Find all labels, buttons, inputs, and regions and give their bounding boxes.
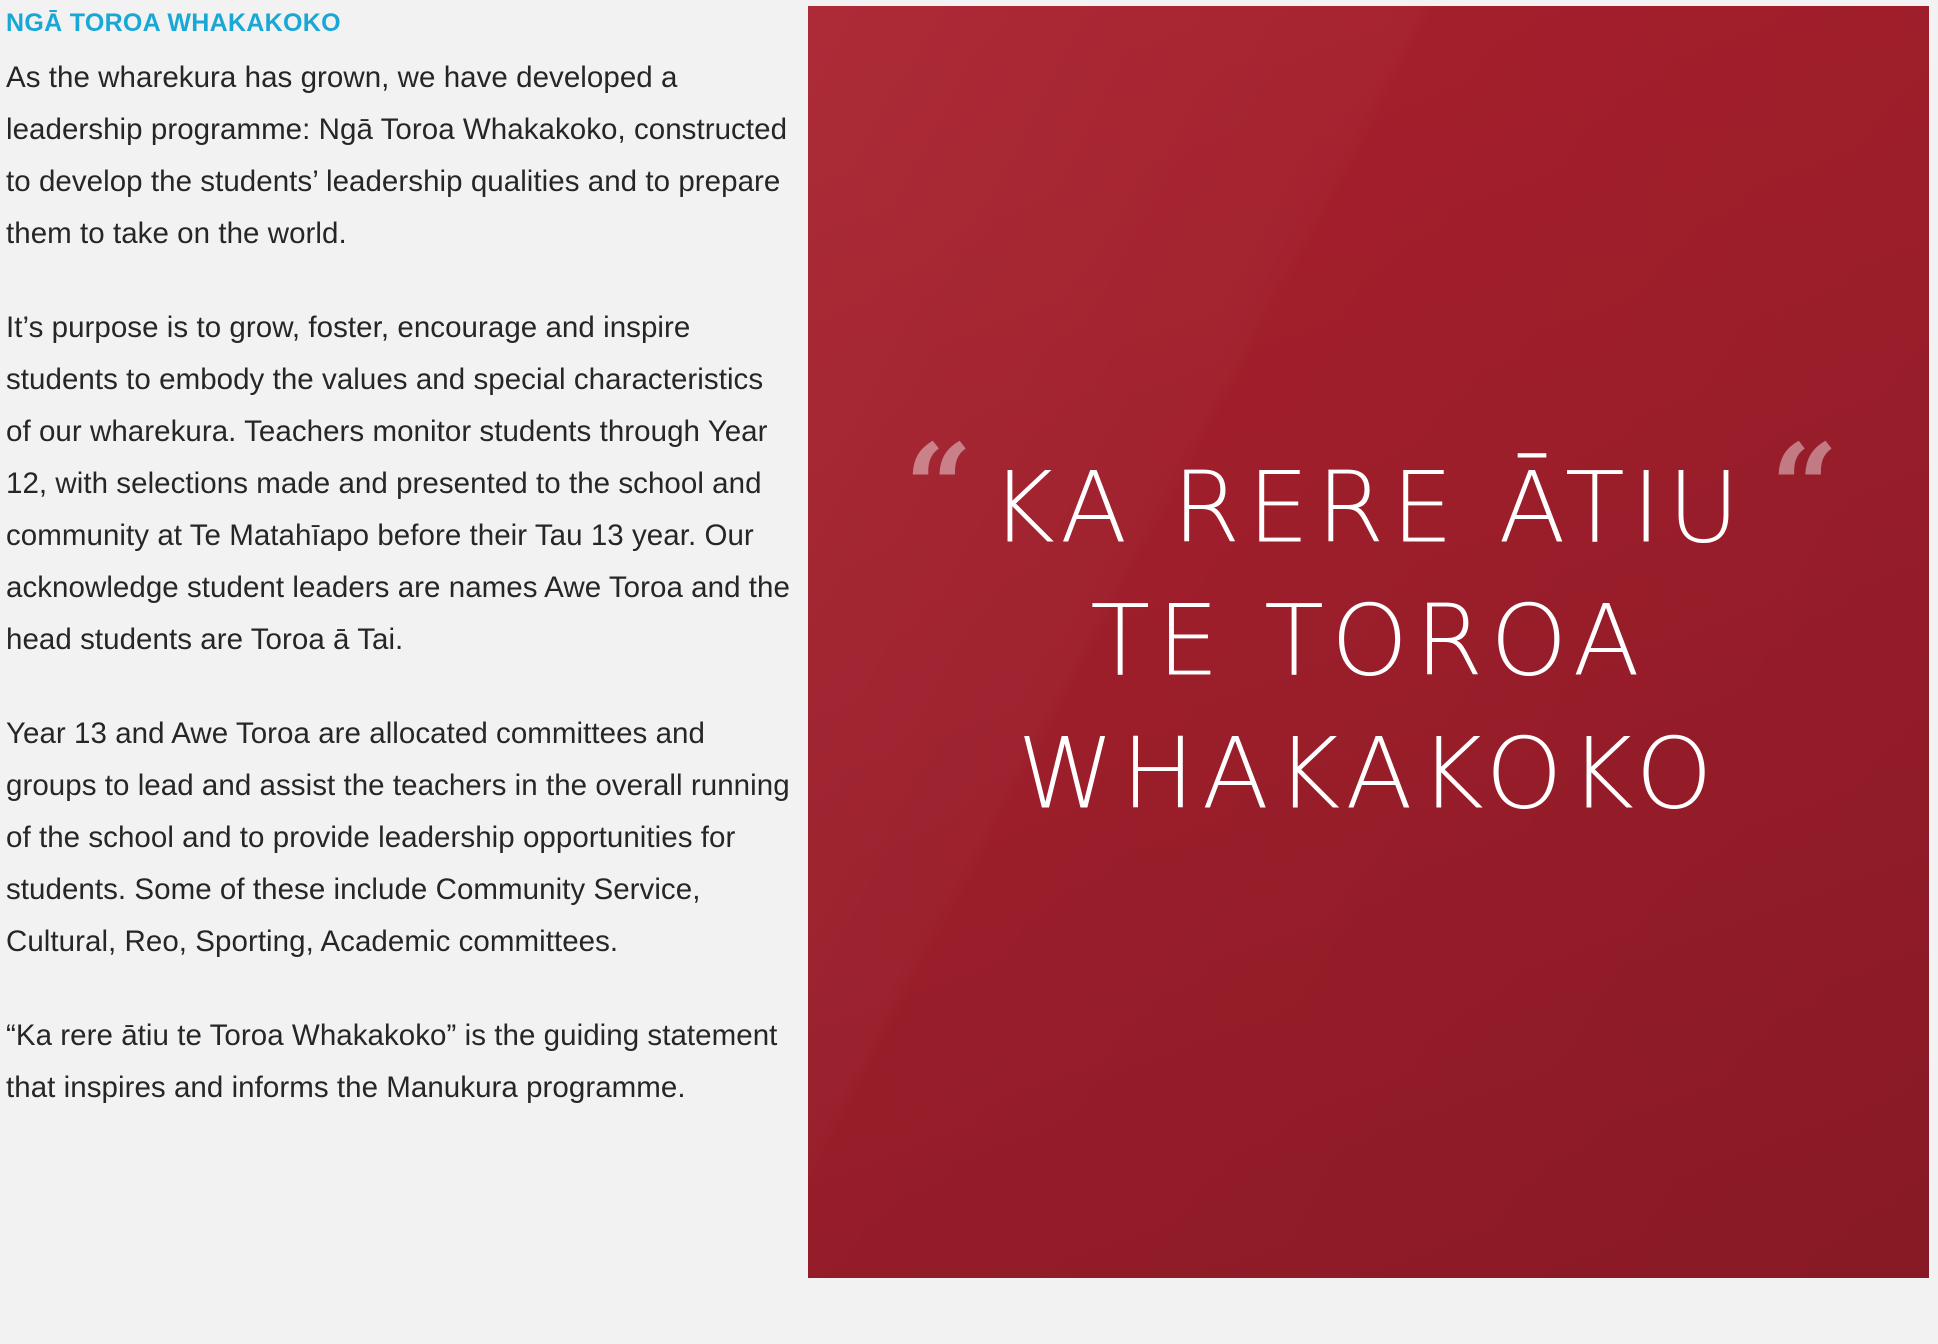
quote-text-block [808, 417, 1929, 842]
paragraph-3: Year 13 and Awe Toroa are allocated committees and groups to lead and assist the teachers in the overall running of the school and to provide leadership opportunities for students. Some of these include Community Service, Cultural, Reo, Sporting, Academic committees. [6, 717, 790, 958]
open-quote-mark: “ [904, 417, 967, 557]
quote-line-3: WHAKAKOKO [1017, 717, 1720, 832]
quote-panel [808, 6, 1929, 1278]
quote-line-2: TE TOROA [1090, 584, 1647, 699]
page-title: NGĀ TOROA WHAKAKOKO [6, 9, 341, 37]
quote-line-1-text: KA RERE ĀTIU [990, 451, 1747, 566]
article-column [6, 8, 796, 1344]
paragraph-4: “Ka rere ātiu te Toroa Whakakoko” is the guiding statement that inspires and informs the Manukura programme. [6, 1019, 778, 1104]
paragraph-1: As the wharekura has grown, we have developed a leadership programme: Ngā Toroa Whakakoko, constructed to develop the students’ leadership qualities and to prepare them to take on the world. [6, 61, 788, 250]
quote-line-1 [904, 417, 1833, 576]
paragraph-2: It’s purpose is to grow, foster, encourage and inspire students to embody the values and special characteristics of our wharekura. Teachers monitor students through Year 12, with selections made and presented to the school and community at Te Matahīapo before their Tau 13 year. Our acknowledge student leaders are names Awe Toroa and the head students are Toroa ā Tai. [6, 311, 790, 656]
close-quote-mark: “ [1770, 417, 1833, 557]
